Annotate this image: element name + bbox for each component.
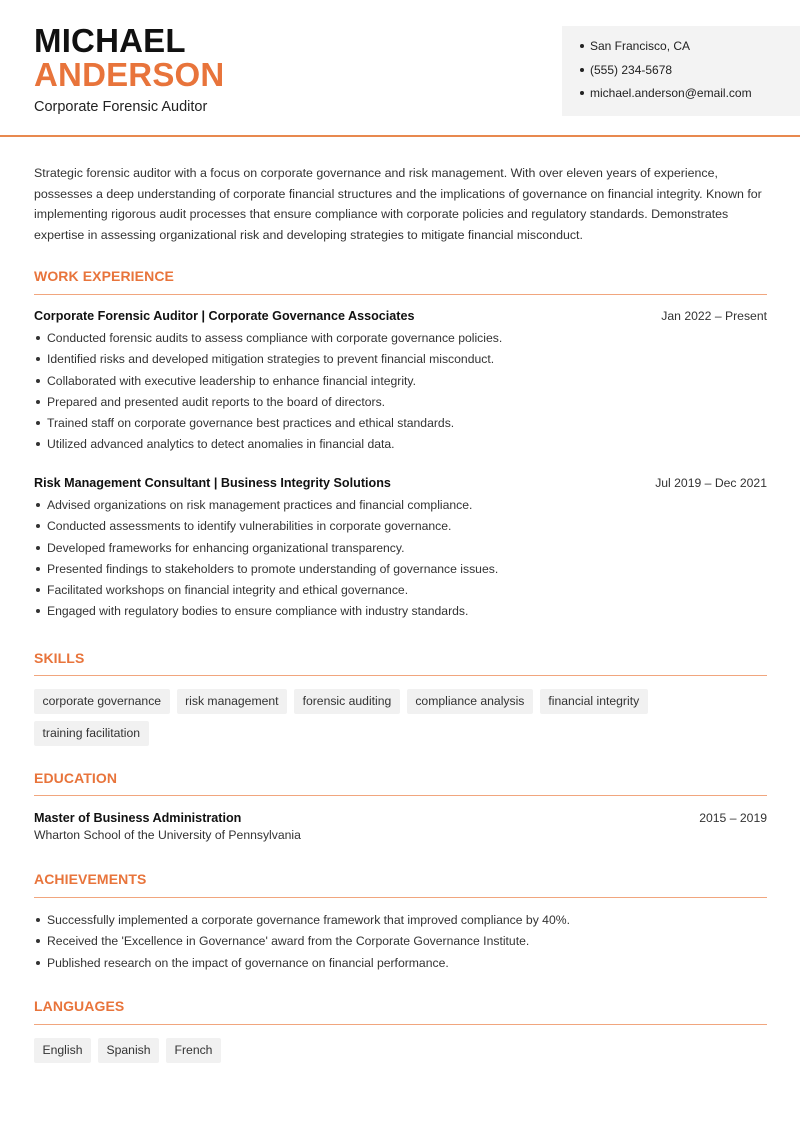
skills-section (34, 650, 767, 666)
job-bullets (34, 497, 767, 625)
list-item: Received the 'Excellence in Governance' award from the Corporate Governance Institute. (34, 933, 767, 954)
section-divider (34, 1024, 767, 1025)
section-title-languages: LANGUAGES (34, 998, 125, 1014)
summary: Strategic forensic auditor with a focus on corporate governance and risk management. With over eleven years of experience, possesses a deep understanding of corporate financial structures and the implications of governance on financial integrity. Known for implementing rigorous audit processes that ensure compliance with corporate policies and regulatory standards. Demonstrates expertise in assessing organizational risk and developing strategies to mitigate financial misconduct. (34, 166, 762, 243)
job-entry-date: Jul 2019 – Dec 2021 (655, 476, 767, 490)
list-item: Trained staff on corporate governance best practices and ethical standards. (34, 415, 767, 436)
resume-header (0, 0, 800, 137)
language-tag: French (166, 1038, 221, 1063)
job-entry (34, 476, 767, 625)
education-school: Wharton School of the University of Pennsylvania (34, 828, 301, 842)
list-item: Identified risks and developed mitigation strategies to prevent financial misconduct. (34, 351, 767, 372)
language-tag: Spanish (98, 1038, 159, 1063)
education-date: 2015 – 2019 (699, 811, 767, 825)
languages-section (34, 998, 767, 1014)
list-item: Collaborated with executive leadership to enhance financial integrity. (34, 373, 767, 394)
list-item: Engaged with regulatory bodies to ensure compliance with industry standards. (34, 603, 767, 624)
job-entry-title: Corporate Forensic Auditor | Corporate Governance Associates (34, 309, 415, 323)
list-item: Facilitated workshops on financial integrity and ethical governance. (34, 582, 767, 603)
education-entry (34, 811, 767, 842)
skill-tag: corporate governance (34, 689, 170, 714)
section-title-work: WORK EXPERIENCE (34, 268, 174, 284)
section-divider (34, 294, 767, 295)
education-degree: Master of Business Administration (34, 811, 242, 825)
language-tag: English (34, 1038, 91, 1063)
job-bullets (34, 330, 767, 458)
section-title-education: EDUCATION (34, 770, 118, 786)
contact-location: San Francisco, CA (580, 37, 800, 61)
list-item: Conducted forensic audits to assess compliance with corporate governance policies. (34, 330, 767, 351)
list-item: Published research on the impact of governance on financial performance. (34, 955, 767, 976)
job-entry (34, 309, 767, 458)
skill-tag: financial integrity (540, 689, 648, 714)
list-item: Utilized advanced analytics to detect anomalies in financial data. (34, 436, 767, 457)
contact-email[interactable]: michael.anderson@email.com (580, 84, 800, 108)
work-experience-section (34, 268, 767, 284)
job-entry-title: Risk Management Consultant | Business Integrity Solutions (34, 476, 391, 490)
list-item: Prepared and presented audit reports to the board of directors. (34, 394, 767, 415)
first-name: MICHAEL (34, 22, 186, 59)
skill-tag: training facilitation (34, 721, 149, 746)
achievements-list (34, 912, 767, 976)
skill-tag: forensic auditing (294, 689, 400, 714)
list-item: Presented findings to stakeholders to promote understanding of governance issues. (34, 561, 767, 582)
section-divider (34, 795, 767, 796)
achievements-section (34, 871, 767, 887)
section-title-achievements: ACHIEVEMENTS (34, 871, 147, 887)
languages-tags (34, 1038, 767, 1070)
skill-tag: risk management (177, 689, 287, 714)
list-item: Advised organizations on risk management practices and financial compliance. (34, 497, 767, 518)
section-divider (34, 897, 767, 898)
last-name: ANDERSON (34, 56, 225, 93)
list-item: Conducted assessments to identify vulnerabilities in corporate governance. (34, 518, 767, 539)
education-section (34, 770, 767, 786)
job-entry-date: Jan 2022 – Present (661, 309, 767, 323)
section-divider (34, 675, 767, 676)
list-item: Successfully implemented a corporate governance framework that improved compliance by 40%. (34, 912, 767, 933)
list-item: Developed frameworks for enhancing organizational transparency. (34, 540, 767, 561)
section-title-skills: SKILLS (34, 650, 85, 666)
candidate-name (34, 24, 224, 91)
skill-tag: compliance analysis (407, 689, 533, 714)
contact-box (562, 26, 800, 116)
contact-phone: (555) 234-5678 (580, 61, 800, 85)
skills-tags (34, 689, 767, 753)
job-title: Corporate Forensic Auditor (34, 99, 208, 115)
